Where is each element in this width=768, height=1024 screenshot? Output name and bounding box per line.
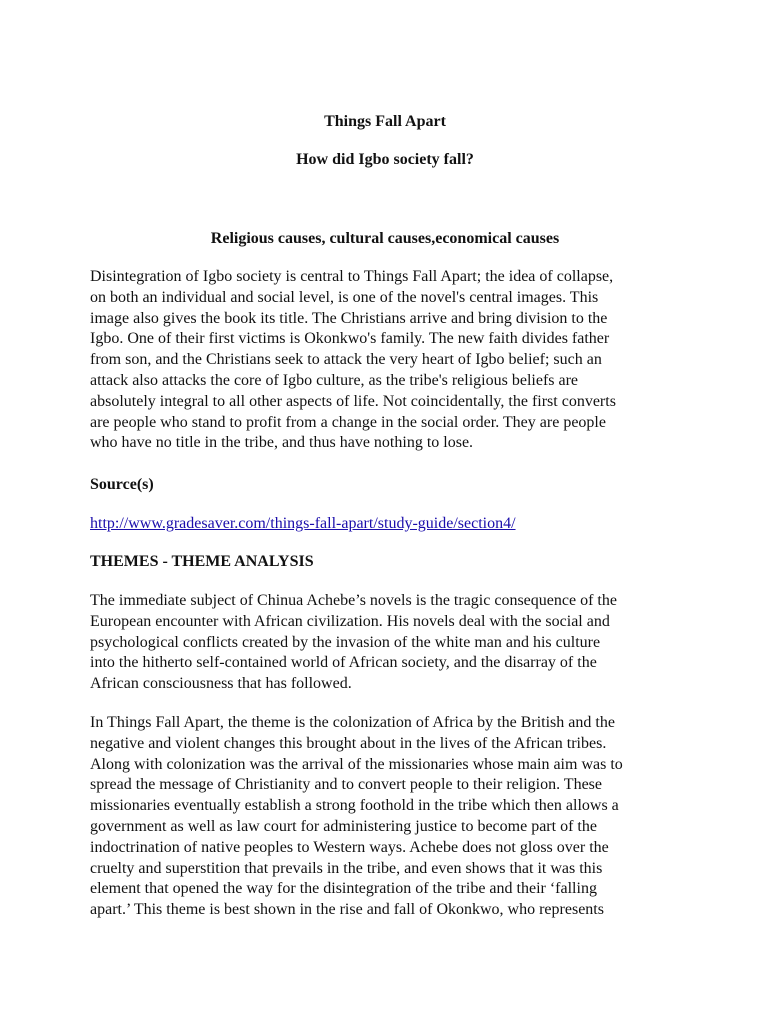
- text-line: cruelty and superstition that prevails in the tribe, and even shows that it was this: [90, 859, 603, 877]
- text-line: In Things Fall Apart, the theme is the colonization of Africa by the British and the: [90, 714, 615, 731]
- text-line: negative and violent changes this brought about in the lives of the African tribes.: [90, 734, 607, 752]
- text-line: African consciousness that has followed.: [90, 675, 352, 693]
- text-line: image also gives the book its title. The Christians arrive and bring division to the: [90, 309, 608, 327]
- text-line: European encounter with African civilization. His novels deal with the social and: [90, 612, 610, 630]
- text-line: Along with colonization was the arrival of the missionaries whose main aim was to: [90, 755, 623, 773]
- text-line: are people who stand to profit from a change in the social order. They are people: [90, 413, 606, 431]
- themes-heading: THEMES - THEME ANALYSIS: [90, 553, 314, 570]
- causes-heading: Religious causes, cultural causes,economical causes: [210, 230, 560, 247]
- text-line: on both an individual and social level, is one of the novel's central images. This: [90, 288, 599, 306]
- text-line: missionaries eventually establish a strong foothold in the tribe which then allows a: [90, 797, 619, 815]
- text-line: government as well as law court for administering justice to become part of the: [90, 817, 597, 835]
- text-line: apart.’ This theme is best shown in the rise and fall of Okonkwo, who represents: [90, 901, 604, 919]
- document-subtitle: How did Igbo society fall?: [296, 151, 474, 168]
- text-line: The immediate subject of Chinua Achebe’s novels is the tragic consequence of the: [90, 592, 617, 609]
- text-line: Igbo. One of their first victims is Okonkwo's family. The new faith divides father: [90, 330, 610, 348]
- text-line: attack also attacks the core of Igbo culture, as the tribe's religious beliefs are: [90, 371, 579, 389]
- source-link[interactable]: http://www.gradesaver.com/things-fall-apart/study-guide/section4/: [90, 515, 516, 532]
- text-line: Disintegration of Igbo society is central to Things Fall Apart; the idea of collapse,: [90, 268, 614, 285]
- text-line: absolutely integral to all other aspects of life. Not coincidentally, the first converts: [90, 392, 616, 410]
- text-line: element that opened the way for the disintegration of the tribe and their ‘falling: [90, 880, 597, 898]
- text-line: spread the message of Christianity and to convert people to their religion. These: [90, 776, 603, 794]
- document-title: Things Fall Apart: [324, 113, 446, 130]
- paragraph-disintegration: [90, 267, 680, 454]
- text-line: who have no title in the tribe, and thus have nothing to lose.: [90, 434, 474, 452]
- text-line: indoctrination of native peoples to Western ways. Achebe does not gloss over the: [90, 838, 609, 856]
- paragraph-colonization-theme: [90, 713, 680, 921]
- text-line: from son, and the Christians seek to attack the very heart of Igbo belief; such an: [90, 351, 602, 369]
- source-label: Source(s): [90, 476, 154, 493]
- text-line: into the hitherto self-contained world of African society, and the disarray of the: [90, 654, 597, 672]
- text-line: psychological conflicts created by the invasion of the white man and his culture: [90, 633, 601, 651]
- paragraph-immediate-subject: [90, 591, 680, 695]
